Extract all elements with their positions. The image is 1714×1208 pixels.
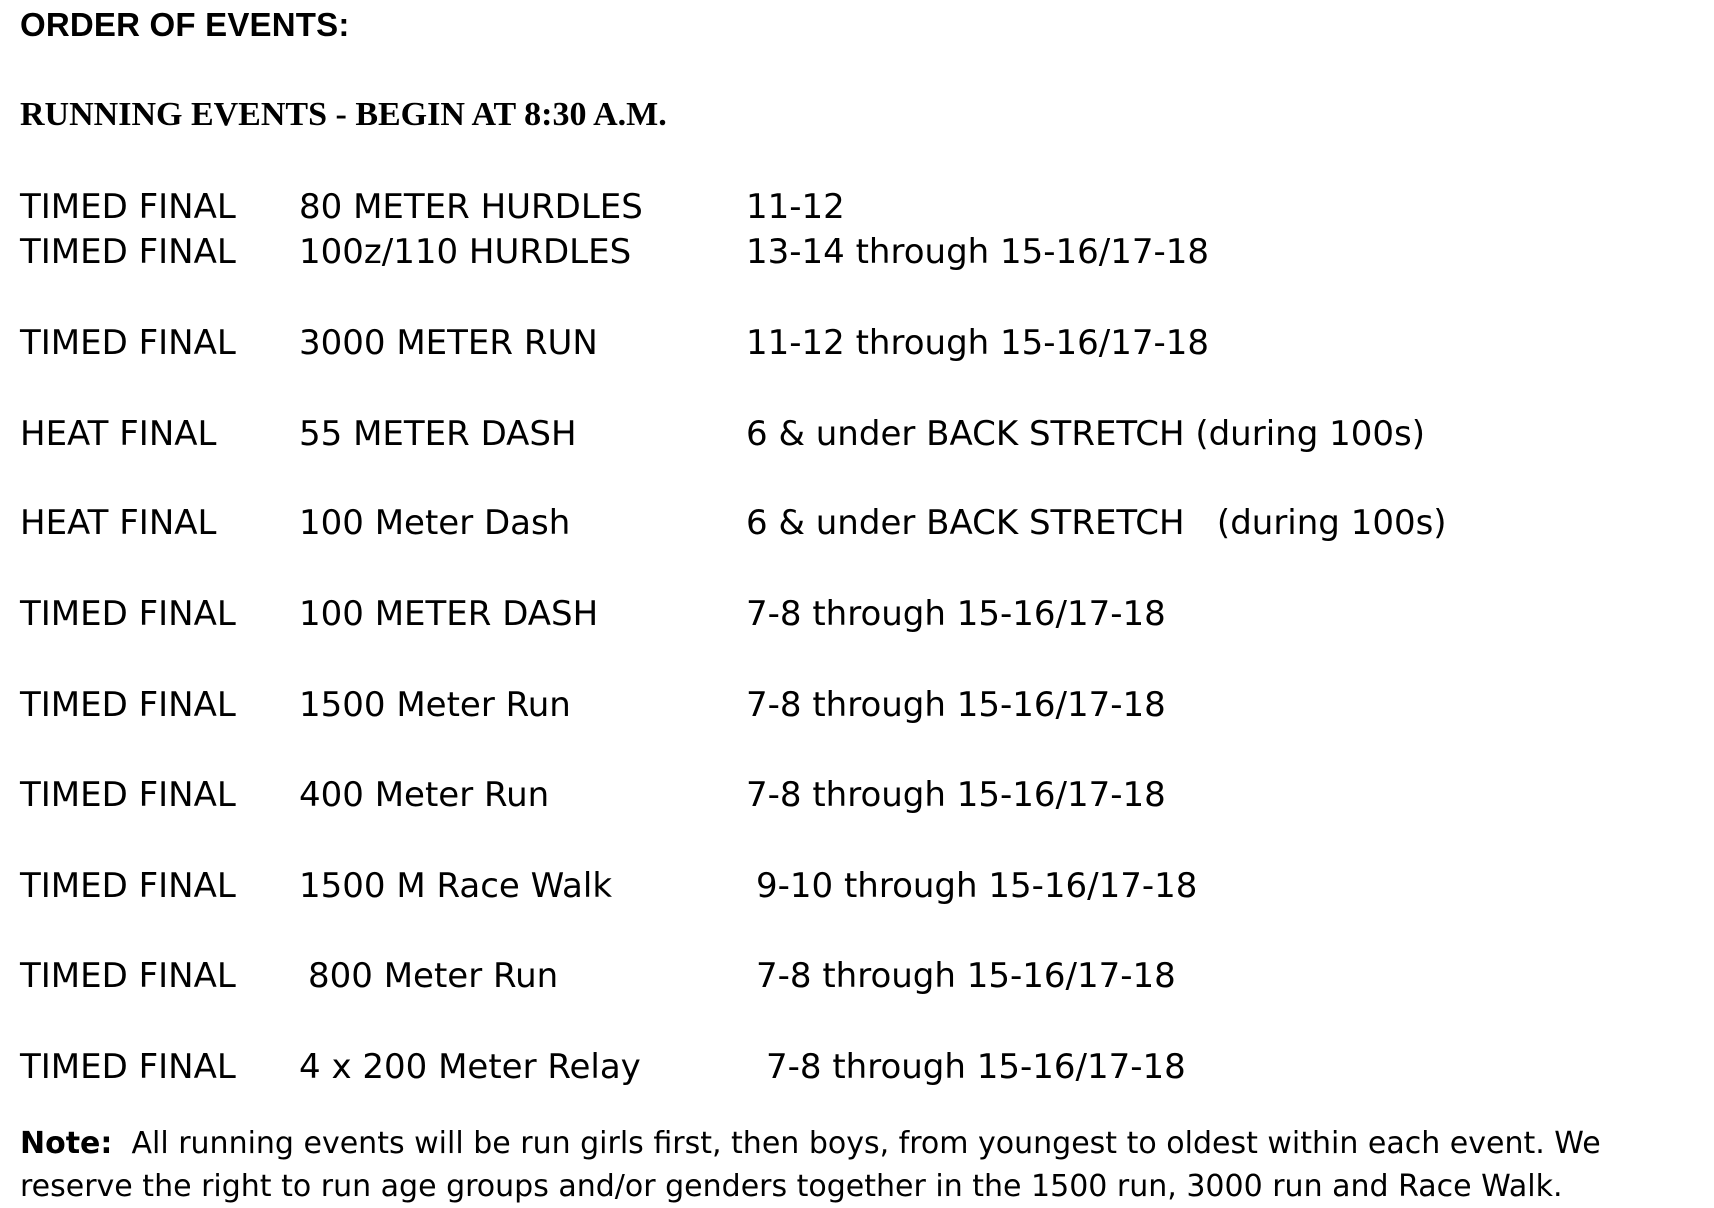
event-ages: 11-12 through 15-16/17-18	[746, 323, 1210, 363]
event-name: 800 Meter Run	[308, 956, 559, 996]
section-title: RUNNING EVENTS - BEGIN AT 8:30 A.M.	[20, 96, 667, 133]
event-type: TIMED FINAL	[20, 685, 236, 725]
event-ages: 9-10 through 15-16/17-18	[756, 866, 1198, 906]
note-paragraph	[20, 1122, 1700, 1208]
event-name: 55 METER DASH	[299, 414, 577, 454]
event-name: 80 METER HURDLES	[299, 187, 643, 227]
event-ages: 6 & under BACK STRETCH (during 100s)	[746, 503, 1447, 543]
event-type: HEAT FINAL	[20, 503, 217, 543]
event-type: TIMED FINAL	[20, 775, 236, 815]
note-label: Note:	[20, 1126, 113, 1161]
event-name: 1500 Meter Run	[299, 685, 571, 725]
event-name: 3000 METER RUN	[299, 323, 598, 363]
event-type: HEAT FINAL	[20, 414, 217, 454]
event-type: TIMED FINAL	[20, 232, 236, 272]
event-type: TIMED FINAL	[20, 956, 236, 996]
order-of-events-document	[20, 0, 1700, 1206]
event-ages: 7-8 through 15-16/17-18	[746, 685, 1166, 725]
event-type: TIMED FINAL	[20, 187, 236, 227]
page-title: ORDER OF EVENTS:	[20, 6, 350, 43]
event-type: TIMED FINAL	[20, 866, 236, 906]
event-ages: 6 & under BACK STRETCH (during 100s)	[746, 414, 1425, 454]
event-ages: 7-8 through 15-16/17-18	[746, 594, 1166, 634]
event-name: 400 Meter Run	[299, 775, 550, 815]
event-name: 100 Meter Dash	[299, 503, 571, 543]
event-ages: 7-8 through 15-16/17-18	[746, 775, 1166, 815]
event-name: 100 METER DASH	[299, 594, 599, 634]
event-name: 100z/110 HURDLES	[299, 232, 632, 272]
event-name: 4 x 200 Meter Relay	[299, 1047, 641, 1087]
event-ages: 7-8 through 15-16/17-18	[756, 956, 1176, 996]
event-ages: 7-8 through 15-16/17-18	[766, 1047, 1186, 1087]
event-type: TIMED FINAL	[20, 1047, 236, 1087]
event-type: TIMED FINAL	[20, 594, 236, 634]
event-ages: 13-14 through 15-16/17-18	[746, 232, 1210, 272]
note-text: All running events will be run girls first, then boys, from youngest to oldest within each event. We reserve the right to run age groups and/or genders together in the 1500 run, 3000 run and Race Walk.	[20, 1126, 1601, 1204]
event-ages: 11-12	[746, 187, 845, 227]
event-type: TIMED FINAL	[20, 323, 236, 363]
event-name: 1500 M Race Walk	[299, 866, 613, 906]
